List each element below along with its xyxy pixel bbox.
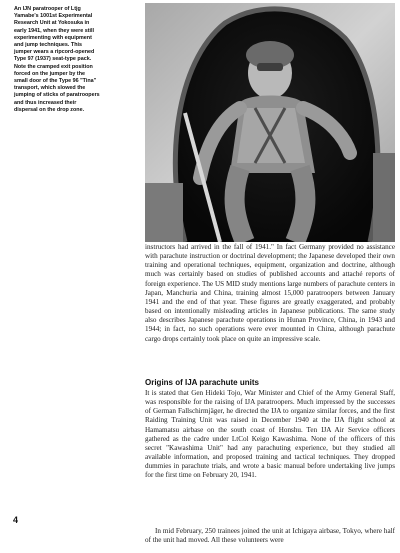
page-number: 4 bbox=[13, 515, 19, 525]
section-heading: Origins of IJA parachute units bbox=[145, 378, 259, 387]
body-paragraph-1: instructors had arrived in the fall of 1941." In fact Germany provided no assistance with parachute instruction or doctrinal development; the Japanese developed their own training and operational techniques, equipment, organization and doctrine, although much was certainly based on studies of published accounts and attaché reports of foreign experience. The US MID study mentions large numbers of parachute centers in Japan, Manchuria and China, training almost 15,000 paratroopers between January 1941 and the end of that year. These figures are greatly exaggerated, and probably based on intentionally misleading articles in Japanese publications. The same study also describes Japanese parachute operations in Hunan Province, China, in 1943 and 1944; in fact, no such operations were ever mounted in China, although parachute cargo drops certainly took place on quite an impressive scale. bbox=[145, 243, 395, 343]
paratrooper-illustration bbox=[145, 3, 395, 242]
photo-caption: An IJN paratrooper of Ltjg Yamabe's 1001st Experimental Research Unit at Yokosuka in early 1941, when they were still experimenting with equipment and jump techniques. This jumper wears a ripcord-opened Type 97 (1937) seat-type pack. Note the cramped exit position forced on the jumper by the small door of the Type 96 "Tina" transport, which slowed the jumping of sticks of paratroopers and thus increased their dispersal on the drop zone. bbox=[14, 6, 100, 113]
paratrooper-photo bbox=[145, 3, 395, 242]
body-paragraph-2: It is stated that Gen Hideki Tojo, War Minister and Chief of the Army General Staff, was responsible for the raising of IJA paratroopers. Much impressed by the successes of German Fallschirmjäger, he directed the IJA to organize similar forces, and the first Raiding Training Unit was raised in December 1940 at the IJA flight school at Hamamatsu airbase on the south coast of Honshu. Ten IJA Air Service officers gathered as the cadre under LtCol Keigo Kawashima. None of the officers of this secret "Kawashima Unit" had any parachuting experience, but they studied all available information, and proposed training and tactical techniques. They dropped dummies in parachute trials, and wrote a basic manual before undertaking live jumps for the first time on February 20, 1941. bbox=[145, 389, 395, 480]
body-paragraph-3: In mid February, 250 trainees joined the unit at Ichigaya airbase, Tokyo, where half of the unit had moved. All these volunteers were bbox=[145, 527, 395, 545]
